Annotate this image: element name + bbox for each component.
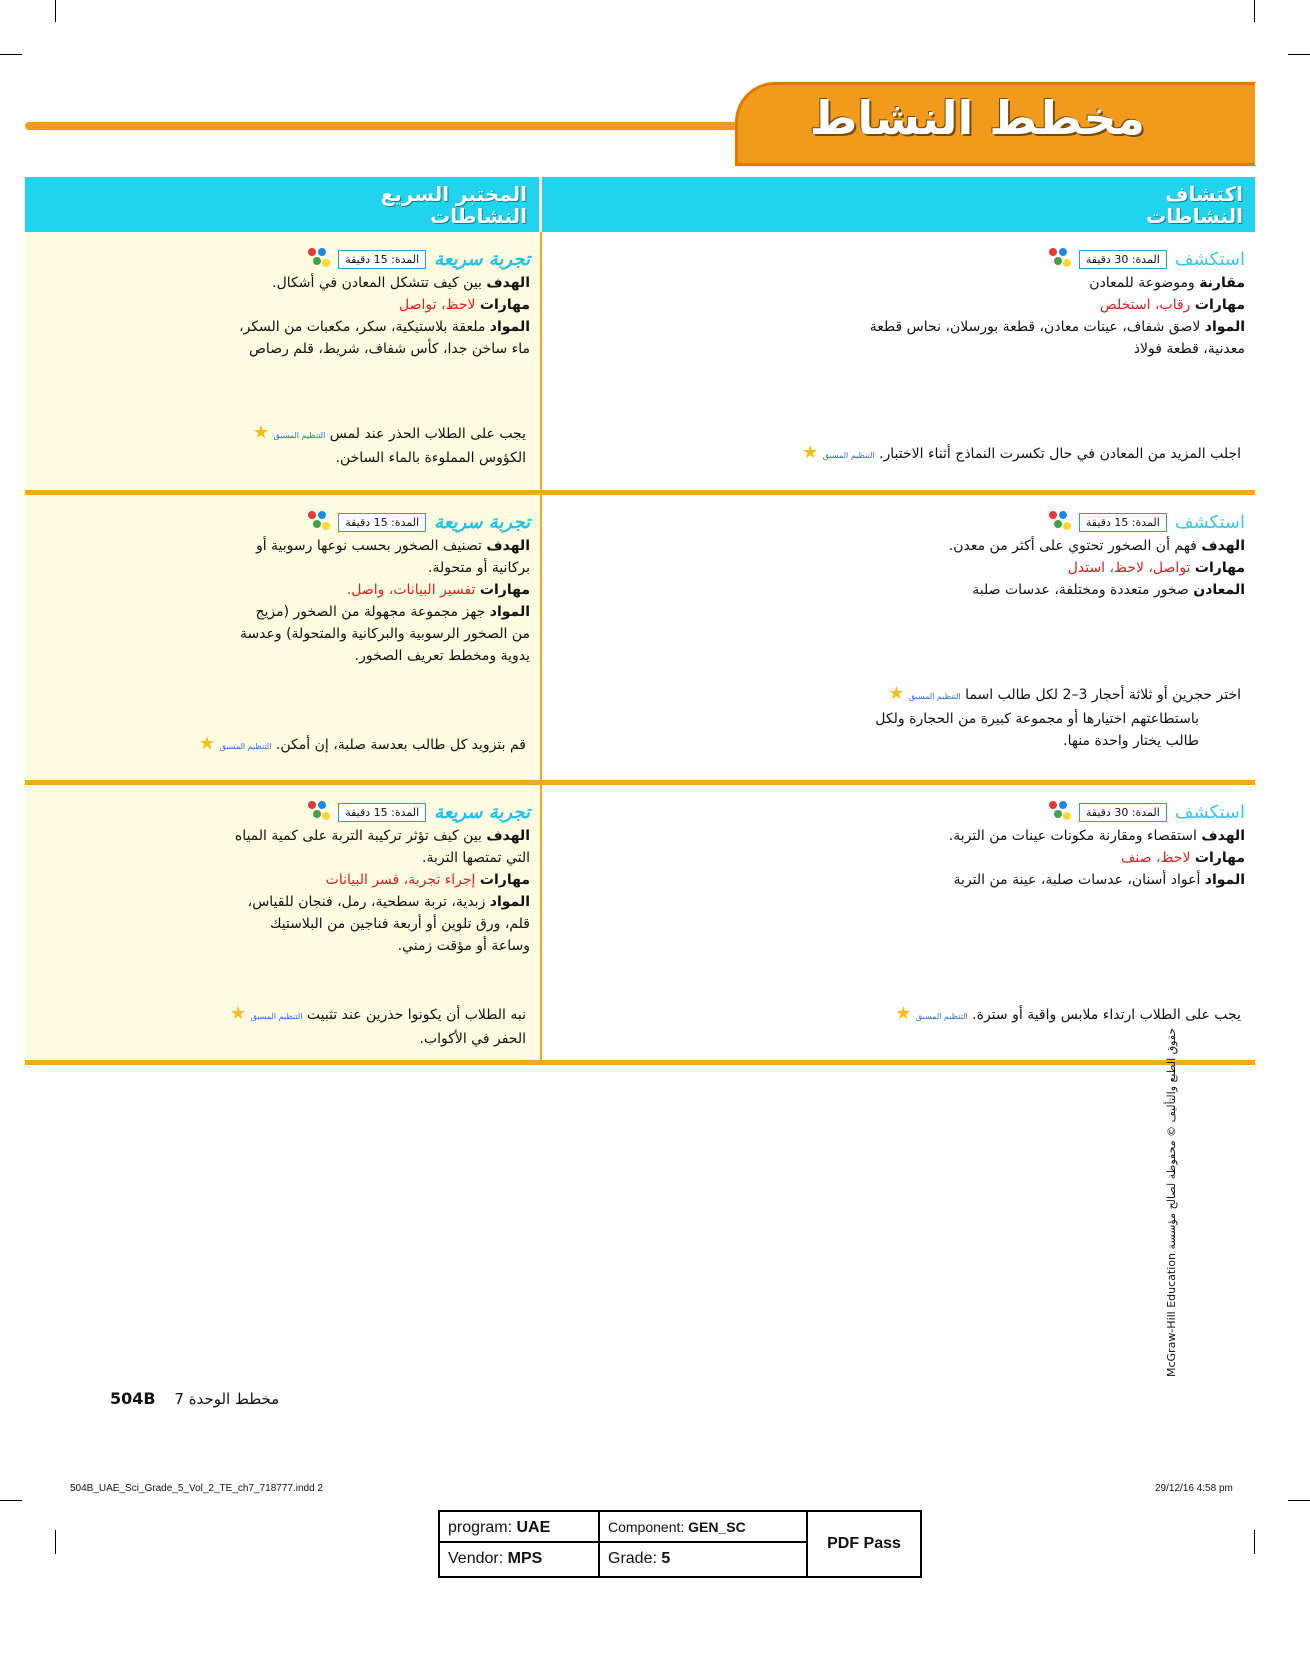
skills-line <box>556 847 1245 869</box>
group-icon <box>308 801 330 823</box>
materials-line <box>556 869 1245 891</box>
title-banner <box>735 82 1255 166</box>
crop-mark <box>0 54 22 55</box>
compare-line <box>556 272 1245 294</box>
duration-badge: المدة: 15 دقيقة <box>338 513 426 532</box>
quick-lab-cell <box>25 232 542 490</box>
star-icon: ★ <box>888 683 905 704</box>
grade-label: Grade: <box>608 1550 657 1567</box>
star-icon: ★ <box>802 442 819 463</box>
title-rule <box>25 122 745 130</box>
skills-line <box>39 869 530 891</box>
tip <box>25 422 540 469</box>
tip <box>542 683 1255 752</box>
vendor-field <box>440 1543 598 1574</box>
activity-heading <box>556 799 1245 825</box>
skills-line <box>556 294 1245 316</box>
group-icon <box>1049 801 1071 823</box>
skills-text: تواصل، لاحظ، استدل <box>1067 560 1191 576</box>
folio-text: مخطط الوحدة 7 <box>174 1390 280 1408</box>
goal-text: بين كيف تؤثر تركيبة التربة على كمية المياه <box>234 828 482 844</box>
grade-value: 5 <box>661 1550 671 1567</box>
slug-file: 504B_UAE_Sci_Grade_5_Vol_2_TE_ch7_718777.indd 2 <box>70 1483 323 1494</box>
goal-label: الهدف <box>1201 538 1245 554</box>
skills-text: إجراء تجربة، فسر البيانات <box>325 872 476 888</box>
skills-line <box>556 557 1245 579</box>
activity-title: استكشف <box>1174 248 1245 270</box>
materials-text: صخور متعددة ومختلفة، عدسات صلبة <box>972 582 1189 598</box>
activity-title: تجربة سريعة <box>434 248 530 270</box>
tip-text: اجلب المزيد من المعادن في حال تكسرت النماذج أثناء الاختبار. <box>879 446 1241 462</box>
materials-text: زبدية، تربة سطحية، رمل، فنجان للقياس، <box>247 894 486 910</box>
materials-line <box>39 316 530 338</box>
tip <box>25 1003 540 1050</box>
quick-lab-cell <box>25 495 542 780</box>
duration-badge: المدة: 15 دقيقة <box>338 803 426 822</box>
skills-label: مهارات <box>1194 850 1245 866</box>
tip-text-3: طالب يختار واحدة منها. <box>1063 733 1199 749</box>
goal-line <box>556 535 1245 557</box>
stamp-col-1 <box>440 1512 600 1576</box>
goal-line-2: بركانية أو متحولة. <box>428 560 530 576</box>
slug-date: 29/12/16 4:58 pm <box>1155 1483 1233 1494</box>
goal-label: الهدف <box>486 828 530 844</box>
duration-badge: المدة: 15 دقيقة <box>1079 513 1167 532</box>
skills-label: مهارات <box>479 582 530 598</box>
component-label: Component: <box>608 1519 685 1535</box>
goal-text: فهم أن الصخور تحتوي على أكثر من معدن. <box>948 538 1197 554</box>
goal-label: الهدف <box>1201 828 1245 844</box>
skills-text: رقاب، استخلص <box>1099 297 1191 313</box>
star-icon: ★ <box>252 422 270 443</box>
group-icon <box>308 248 330 270</box>
vendor-label: Vendor: <box>448 1550 504 1567</box>
star-icon: ★ <box>895 1003 912 1024</box>
skills-label: مهارات <box>479 872 530 888</box>
tip-text: نبه الطلاب أن يكونوا حذرين عند تثبيت <box>306 1007 526 1023</box>
component-field <box>600 1512 806 1543</box>
materials-line <box>39 891 530 913</box>
crop-mark <box>55 0 56 22</box>
explore-cell <box>542 232 1255 490</box>
skills-text: لاحظ، صنف <box>1120 850 1191 866</box>
group-icon <box>1049 511 1071 533</box>
star-icon: ★ <box>229 1003 247 1024</box>
activity-title: تجربة سريعة <box>434 511 530 533</box>
goal-label: الهدف <box>486 275 530 291</box>
folio <box>110 1389 279 1408</box>
table-row <box>25 785 1255 1065</box>
program-field <box>440 1512 598 1543</box>
table-row <box>25 232 1255 495</box>
duration-badge: المدة: 30 دقيقة <box>1079 803 1167 822</box>
materials-line-2: قلم، ورق تلوين أو أربعة فناجين من البلاستيك <box>269 916 530 932</box>
tip-tag: التنظيم المسبق <box>219 742 272 751</box>
star-icon: ★ <box>199 733 216 754</box>
duration-badge: المدة: 15 دقيقة <box>338 250 426 269</box>
quick-lab-cell <box>25 785 542 1060</box>
materials-line <box>39 601 530 623</box>
tip-text: يجب على الطلاب الحذر عند لمس <box>329 426 526 442</box>
skills-text: لاحظ، تواصل <box>399 297 476 313</box>
materials-text: أعواد أسنان، عدسات صلبة، عينة من التربة <box>953 872 1201 888</box>
column-header-quick-lab: المختبر السريع النشاطات <box>25 177 542 232</box>
vendor-value: MPS <box>507 1550 543 1567</box>
goal-text: استقصاء ومقارنة مكونات عينات من التربة. <box>948 828 1197 844</box>
tip <box>542 442 1255 467</box>
goal-text: تصنيف الصخور بحسب نوعها رسوبية أو <box>255 538 482 554</box>
grade-field <box>600 1543 806 1574</box>
group-icon <box>308 511 330 533</box>
explore-cell <box>542 495 1255 780</box>
tip-text: يجب على الطلاب ارتداء ملابس واقية أو سترة. <box>972 1007 1241 1023</box>
activity-heading <box>39 246 530 272</box>
tip-text-2: باستطاعتهم اختيارها أو مجموعة كبيرة من الحجارة ولكل <box>875 711 1199 727</box>
duration-badge: المدة: 30 دقيقة <box>1079 250 1167 269</box>
skills-label: مهارات <box>479 297 530 313</box>
tip-text: اختر حجرين أو ثلاثة أحجار 3–2 لكل طالب اسما <box>965 687 1241 703</box>
activity-title: استكشف <box>1174 511 1245 533</box>
stamp-col-2 <box>600 1512 808 1576</box>
materials-line-3: وساعة أو مؤقت زمني. <box>397 938 530 954</box>
page-number: 504B <box>110 1389 156 1408</box>
minerals-label: المعادن <box>1193 582 1245 598</box>
crop-mark <box>1254 0 1255 22</box>
goal-line-2: التي تمتصها التربة. <box>422 850 530 866</box>
crop-mark <box>1288 54 1310 55</box>
tip-tag: التنظيم المسبق <box>273 431 326 440</box>
tip-tag: التنظيم المسبق <box>915 1012 968 1021</box>
tip <box>542 1003 1255 1028</box>
crop-mark <box>1254 1530 1255 1554</box>
materials-label: المواد <box>489 604 530 620</box>
tip-tag: التنظيم المسبق <box>250 1012 303 1021</box>
component-value: GEN_SC <box>688 1519 746 1535</box>
goal-line <box>39 825 530 847</box>
program-label: program: <box>448 1519 513 1536</box>
page-title: مخطط النشاط <box>809 91 1145 145</box>
skills-label: مهارات <box>1194 560 1245 576</box>
table-row <box>25 495 1255 785</box>
materials-label: المواد <box>1204 872 1245 888</box>
tip-tag: التنظيم المسبق <box>908 692 961 701</box>
goal-line <box>39 535 530 557</box>
skills-label: مهارات <box>1194 297 1245 313</box>
activity-table <box>25 177 1255 1065</box>
program-value: UAE <box>516 1519 551 1536</box>
compare-text: وموضوعة للمعادن <box>1089 275 1195 291</box>
compare-label: مقارنة <box>1199 275 1245 291</box>
materials-line-2: معدنية، قطعة فولاذ <box>1133 341 1245 357</box>
column-header-explore: اكتشاف النشاطات <box>542 177 1255 232</box>
pdf-pass-stamp <box>438 1510 922 1578</box>
tip-tag: التنظيم المسبق <box>822 451 875 460</box>
materials-line-3: يدوية ومخطط تعريف الصخور. <box>354 648 530 664</box>
minerals-line <box>556 579 1245 601</box>
materials-text: لاصق شفاف، عينات معادن، قطعة بورسلان، نحاس قطعة <box>869 319 1201 335</box>
tip-text-2: الكؤوس المملوءة بالماء الساخن. <box>335 450 526 466</box>
activity-title: استكشف <box>1174 801 1245 823</box>
group-icon <box>1049 248 1071 270</box>
copyright: McGraw-Hill Education حقوق الطبع والتأليف © محفوظة لصالح مؤسسة <box>1165 1027 1178 1377</box>
skills-text: تفسير البيانات، واصل. <box>346 582 476 598</box>
materials-line <box>556 316 1245 338</box>
materials-label: المواد <box>1204 319 1245 335</box>
skills-line <box>39 294 530 316</box>
crop-mark <box>55 1530 56 1554</box>
goal-line <box>39 272 530 294</box>
explore-cell <box>542 785 1255 1060</box>
materials-label: المواد <box>489 319 530 335</box>
materials-text: جهز مجموعة مجهولة من الصخور (مزيج <box>255 604 486 620</box>
materials-text: ملعقة بلاستيكية، سكر، مكعبات من السكر، <box>239 319 486 335</box>
activity-heading <box>556 246 1245 272</box>
activity-title: تجربة سريعة <box>434 801 530 823</box>
skills-line <box>39 579 530 601</box>
materials-line-2: من الصخور الرسوبية والبركانية والمتحولة) وعدسة <box>239 626 530 642</box>
tip-text-2: الحفر في الأكواب. <box>419 1031 526 1047</box>
goal-label: الهدف <box>486 538 530 554</box>
activity-heading <box>556 509 1245 535</box>
materials-line-2: ماء ساخن جدا، كأس شفاف، شريط، قلم رصاص <box>249 341 530 357</box>
tip <box>25 733 540 758</box>
crop-mark <box>1288 1500 1310 1501</box>
materials-label: المواد <box>489 894 530 910</box>
table-header <box>25 177 1255 232</box>
goal-text: بين كيف تتشكل المعادن في أشكال. <box>272 275 482 291</box>
goal-line <box>556 825 1245 847</box>
activity-heading <box>39 509 530 535</box>
crop-mark <box>0 1500 22 1501</box>
tip-text: قم بتزويد كل طالب بعدسة صلبة، إن أمكن. <box>275 737 526 753</box>
pdf-pass-label: PDF Pass <box>827 1535 901 1552</box>
activity-heading <box>39 799 530 825</box>
